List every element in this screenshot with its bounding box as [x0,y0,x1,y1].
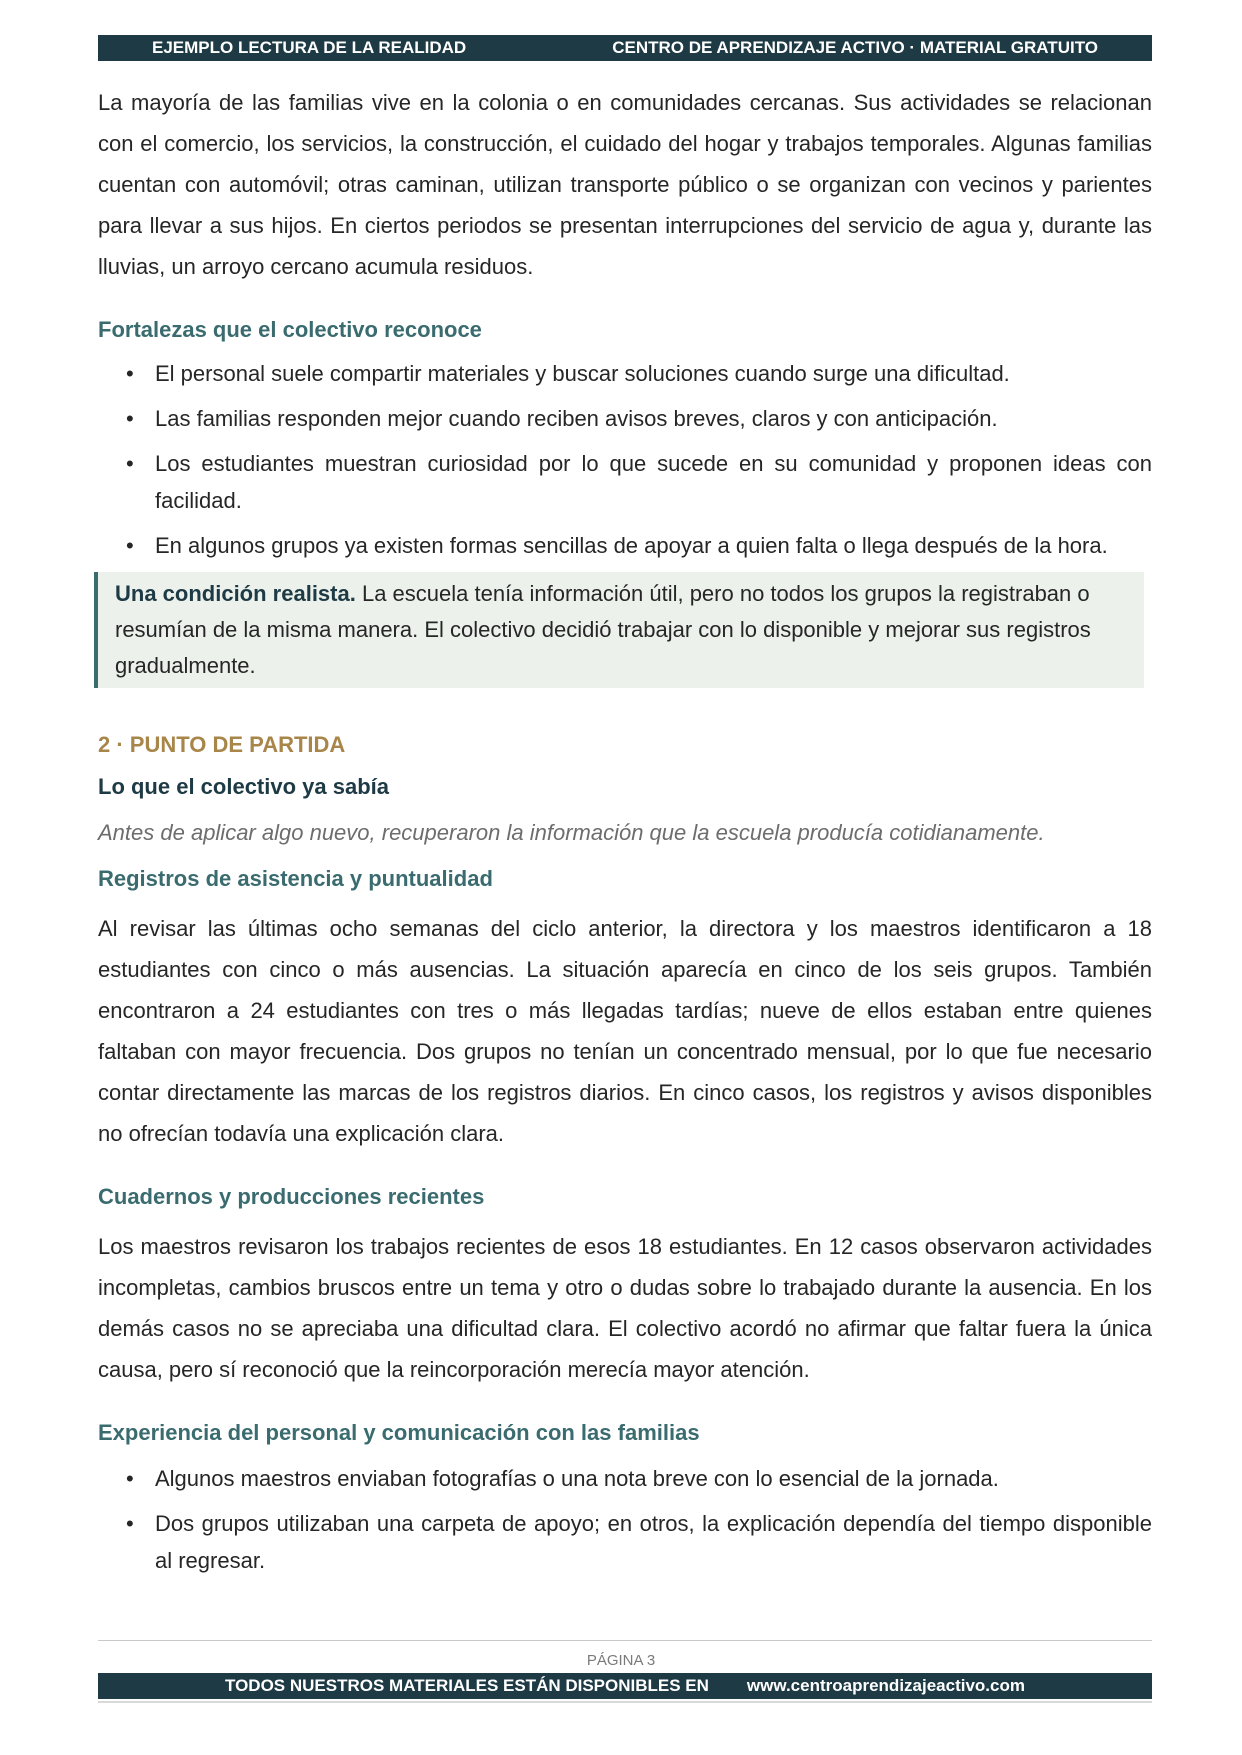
bullet-icon: • [126,533,134,558]
section-2-lead: Antes de aplicar algo nuevo, recuperaron la información que la escuela producía cotidianamente. [98,820,1045,845]
section-2-subtitle: Lo que el colectivo ya sabía [98,774,389,799]
page-header [98,35,1152,61]
bullet-icon: • [126,406,134,431]
list-item: • En algunos grupos ya existen formas sencillas de apoyar a quien falta o llega después de la hora. [98,527,1152,564]
header-left-text: EJEMPLO LECTURA DE LA REALIDAD [152,38,467,57]
list-item: • Algunos maestros enviaban fotografías o una nota breve con lo esencial de la jornada. [98,1460,1152,1497]
attendance-heading: Registros de asistencia y puntualidad [98,866,493,891]
note-text: La escuela tenía información útil, pero no todos los grupos la registraban o resumían de la misma manera. El colectivo decidió trabajar con lo disponible y mejorar sus registros gradualmente. [115,581,1091,678]
bullet-icon: • [126,451,134,476]
note-label: Una condición realista. [115,581,356,606]
bullet-icon: • [126,361,134,386]
page-content [98,82,1152,1579]
realistic-condition-note [94,572,1144,688]
strengths-heading: Fortalezas que el colectivo reconoce [98,317,482,342]
footer-text: TODOS NUESTROS MATERIALES ESTÁN DISPONIBLES EN [225,1676,709,1695]
footer-link[interactable]: www.centroaprendizajeactivo.com [746,1676,1025,1695]
section-2-heading: 2 · PUNTO DE PARTIDA [98,732,346,757]
bullet-icon: • [126,1466,134,1491]
list-item: • Dos grupos utilizaban una carpeta de apoyo; en otros, la explicación dependía del tiempo disponible al regresar. [98,1505,1152,1579]
page-number: PÁGINA 3 [586,1652,656,1669]
notebooks-heading: Cuadernos y producciones recientes [98,1184,485,1209]
list-item: • Los estudiantes muestran curiosidad por lo que sucede en su comunidad y proponen ideas con facilidad. [98,445,1152,519]
footer-shadow [98,1701,1152,1703]
list-item: • Las familias responden mejor cuando reciben avisos breves, claros y con anticipación. [98,400,1152,437]
footer-divider [98,1640,1152,1641]
header-right-text: CENTRO DE APRENDIZAJE ACTIVO · MATERIAL GRATUITO [612,38,1098,57]
page-footer [98,1673,1152,1699]
bullet-icon: • [126,1511,134,1536]
intro-paragraph: La mayoría de las familias vive en la colonia o en comunidades cercanas. Sus actividades se relacionan con el comercio, los servicios, la construcción, el cuidado del hogar y trabajos temporales. Algunas familias cuentan con automóvil; otras caminan, utilizan transporte público o se organizan con vecinos y parientes para llevar a sus hijos. En ciertos periodos se presentan interrupciones del servicio de agua y, durante las lluvias, un arroyo cercano acumula residuos. [98,90,1152,279]
staff-list [98,1460,1152,1579]
strengths-list [98,355,1152,564]
notebooks-paragraph: Los maestros revisaron los trabajos recientes de esos 18 estudiantes. En 12 casos observaron actividades incompletas, cambios bruscos entre un tema y otro o dudas sobre lo trabajado durante la ausencia. En los demás casos no se apreciaba una dificultad clara. El colectivo acordó no afirmar que faltar fuera la única causa, pero sí reconoció que la reincorporación merecía mayor atención. [98,1234,1152,1382]
attendance-paragraph: Al revisar las últimas ocho semanas del ciclo anterior, la directora y los maestros identificaron a 18 estudiantes con cinco o más ausencias. La situación aparecía en cinco de los seis grupos. También encontraron a 24 estudiantes con tres o más llegadas tardías; nueve de ellos estaban entre quienes faltaban con mayor frecuencia. Dos grupos no tenían un concentrado mensual, por lo que fue necesario contar directamente las marcas de los registros diarios. En cinco casos, los registros y avisos disponibles no ofrecían todavía una explicación clara. [98,916,1152,1146]
staff-heading: Experiencia del personal y comunicación con las familias [98,1420,700,1445]
list-item: • El personal suele compartir materiales y buscar soluciones cuando surge una dificultad. [98,355,1152,392]
